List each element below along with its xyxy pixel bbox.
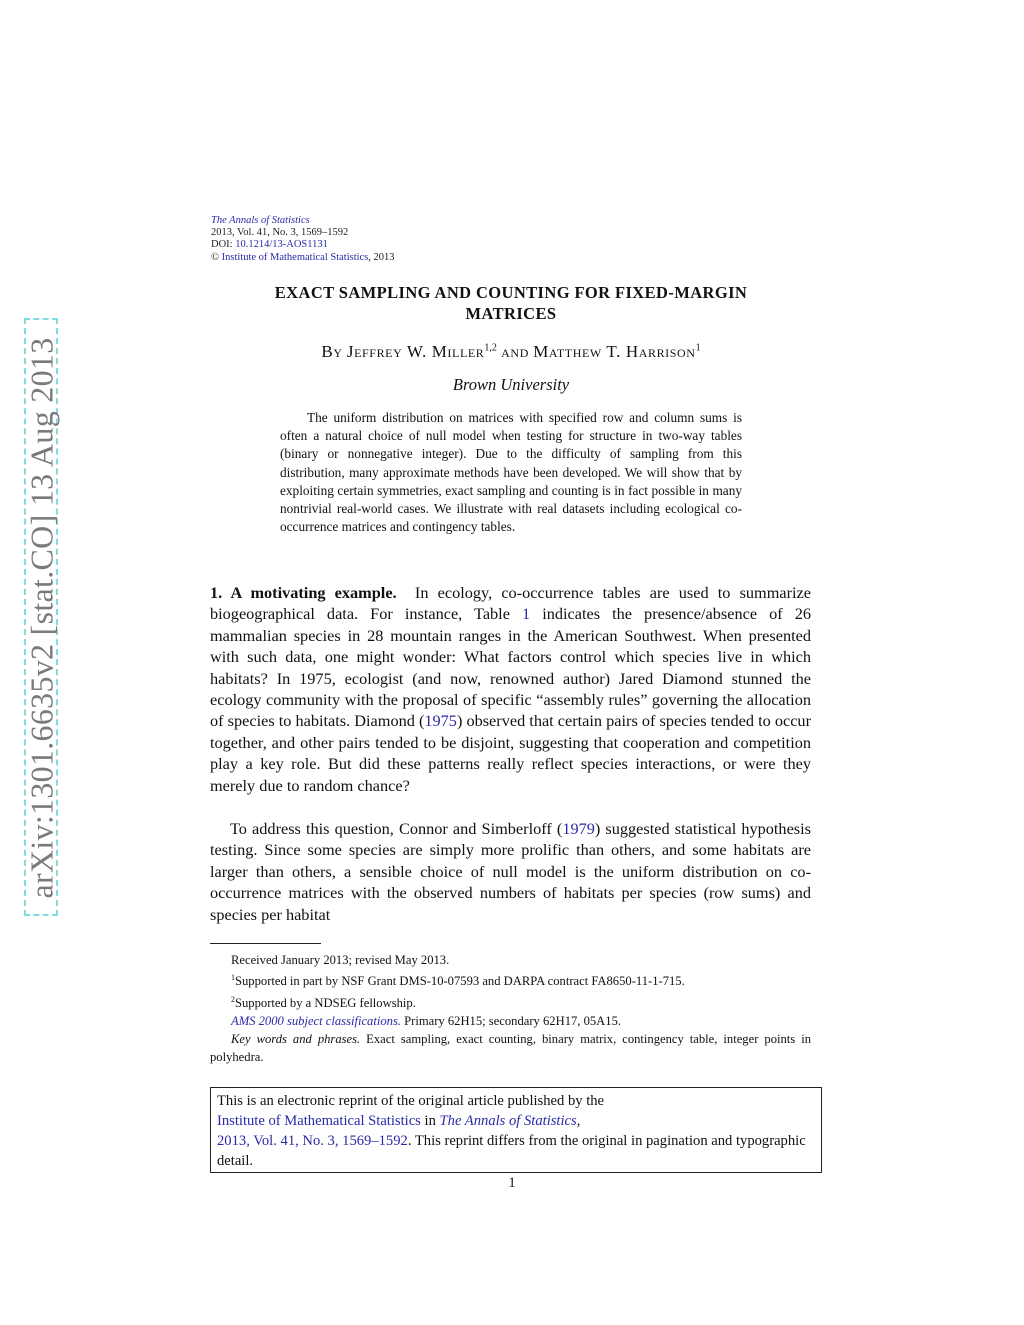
reprint-institute-link[interactable]: Institute of Mathematical Statistics	[217, 1113, 421, 1129]
p1-text-a: In ecology, co-occurrence tables are used to summarize biogeographical data. For instance, Table	[210, 583, 812, 624]
institute-link[interactable]: Institute of Mathematical Statistics	[221, 251, 369, 263]
keywords-text: Exact sampling, exact counting, binary matrix, contingency table, integer points in polyhedra.	[210, 1032, 812, 1065]
journal-header	[211, 215, 395, 264]
reprint-notice-box	[210, 1087, 822, 1173]
footnote-1	[210, 969, 811, 990]
ams-classification-link[interactable]: AMS 2000 subject classifications.	[231, 1013, 401, 1028]
received-dates: Received January 2013; revised May 2013.	[231, 953, 450, 967]
diamond-1975-citation-link[interactable]: 1975	[424, 711, 457, 731]
journal-volume-line: 2013, Vol. 41, No. 3, 1569–1592	[211, 227, 349, 239]
footnote-1-text: Supported in part by NSF Grant DMS-10-07593 and DARPA contract FA8650-11-1-715.	[235, 974, 685, 989]
reprint-rest: . This reprint differs from the original in pagination and typographic detail.	[217, 1133, 806, 1169]
keywords-label: Key words and phrases.	[231, 1032, 361, 1047]
author-2: Matthew T. Harrison	[533, 342, 696, 361]
copyright-symbol: ©	[211, 251, 219, 263]
keywords	[210, 1030, 811, 1066]
table-1-link[interactable]: 1	[522, 604, 531, 624]
reprint-journal-link[interactable]: The Annals of Statistics	[439, 1113, 577, 1129]
reprint-comma: ,	[576, 1113, 581, 1129]
doi-link[interactable]: 10.1214/13-AOS1131	[235, 239, 328, 251]
page-number: 1	[508, 1175, 516, 1191]
footnotes	[210, 951, 811, 1067]
footnote-2-mark: 2	[231, 994, 235, 1004]
arxiv-stamp-text: arXiv:1301.6635v2 [stat.CO] 13 Aug 2013	[23, 337, 60, 899]
author-1: Jeffrey W. Miller	[346, 342, 485, 361]
ams-classification	[210, 1012, 811, 1030]
paper-title	[210, 282, 812, 324]
reprint-citation-link[interactable]: 2013, Vol. 41, No. 3, 1569–1592	[217, 1133, 408, 1149]
title-line-1: EXACT SAMPLING AND COUNTING FOR FIXED-MARGIN	[274, 283, 748, 302]
affiliation: Brown University	[452, 375, 570, 394]
doi-label: DOI:	[211, 239, 236, 251]
arxiv-stamp	[24, 318, 60, 918]
footnote-1-mark: 1	[231, 973, 235, 983]
p2-text-b: ) suggested statistical hypothesis testing. Since some species are simply more prolific than others, and some habitats are larger than others, a sensible choice of null model is the uniform distribution on co-occurrence matrices with the observed numbers of habitats per species (row sums) and species per habitat	[210, 819, 811, 924]
p1-text-b: indicates the presence/absence of 26 mammalian species in 28 mountain ranges in the American Southwest. When presented with such data, one might wonder: What factors control which species live in which habitats? In 1975, ecologist (and now, renowned author) Jared Diamond stunned the ecology community with the proposal of specific “assembly rules” governing the allocation of species to habitats. Diamond (	[210, 604, 811, 731]
p1-text-c: ) observed that certain pairs of species tended to occur together, and other pairs tended to be disjoint, suggesting that cooperation and competition play a key role. But did these patterns really reflect species interactions, or were they merely due to random chance?	[210, 711, 811, 795]
section-heading: 1. A motivating example.	[210, 583, 397, 602]
author-1-affil-mark: 1,2	[484, 342, 497, 354]
authors	[210, 342, 812, 362]
footnote-2	[210, 991, 811, 1012]
ams-classification-text: Primary 62H15; secondary 62H17, 05A15.	[401, 1013, 622, 1028]
title-line-2: MATRICES	[465, 304, 557, 323]
reprint-in: in	[420, 1113, 440, 1129]
p2-text-a: To address this question, Connor and Simberloff (	[230, 819, 563, 838]
footnote-2-text: Supported by a NDSEG fellowship.	[235, 995, 416, 1010]
connor-1979-citation-link[interactable]: 1979	[562, 819, 595, 838]
section-1-paragraph-1	[210, 582, 811, 796]
reprint-line-1: This is an electronic reprint of the original article published by the	[217, 1093, 605, 1109]
abstract: The uniform distribution on matrices with specified row and column sums is often a natural choice of null model when testing for structure in two-way tables (binary or nonnegative integer). Due to the difficulty of sampling from this distribution, many approximate methods have been developed. We will show that by exploiting certain symmetries, exact sampling and counting is in fact possible in many nontrivial real-world cases. We illustrate with real datasets including ecological co-occurrence matrices and contingency tables.	[280, 410, 742, 535]
by-label: By	[321, 342, 343, 361]
footnote-divider	[210, 943, 321, 944]
journal-name-link[interactable]: The Annals of Statistics	[211, 215, 310, 226]
section-1-paragraph-2	[210, 818, 811, 925]
copyright-year: , 2013	[368, 251, 395, 263]
and-label: and	[501, 342, 529, 361]
author-2-affil-mark: 1	[695, 342, 701, 354]
